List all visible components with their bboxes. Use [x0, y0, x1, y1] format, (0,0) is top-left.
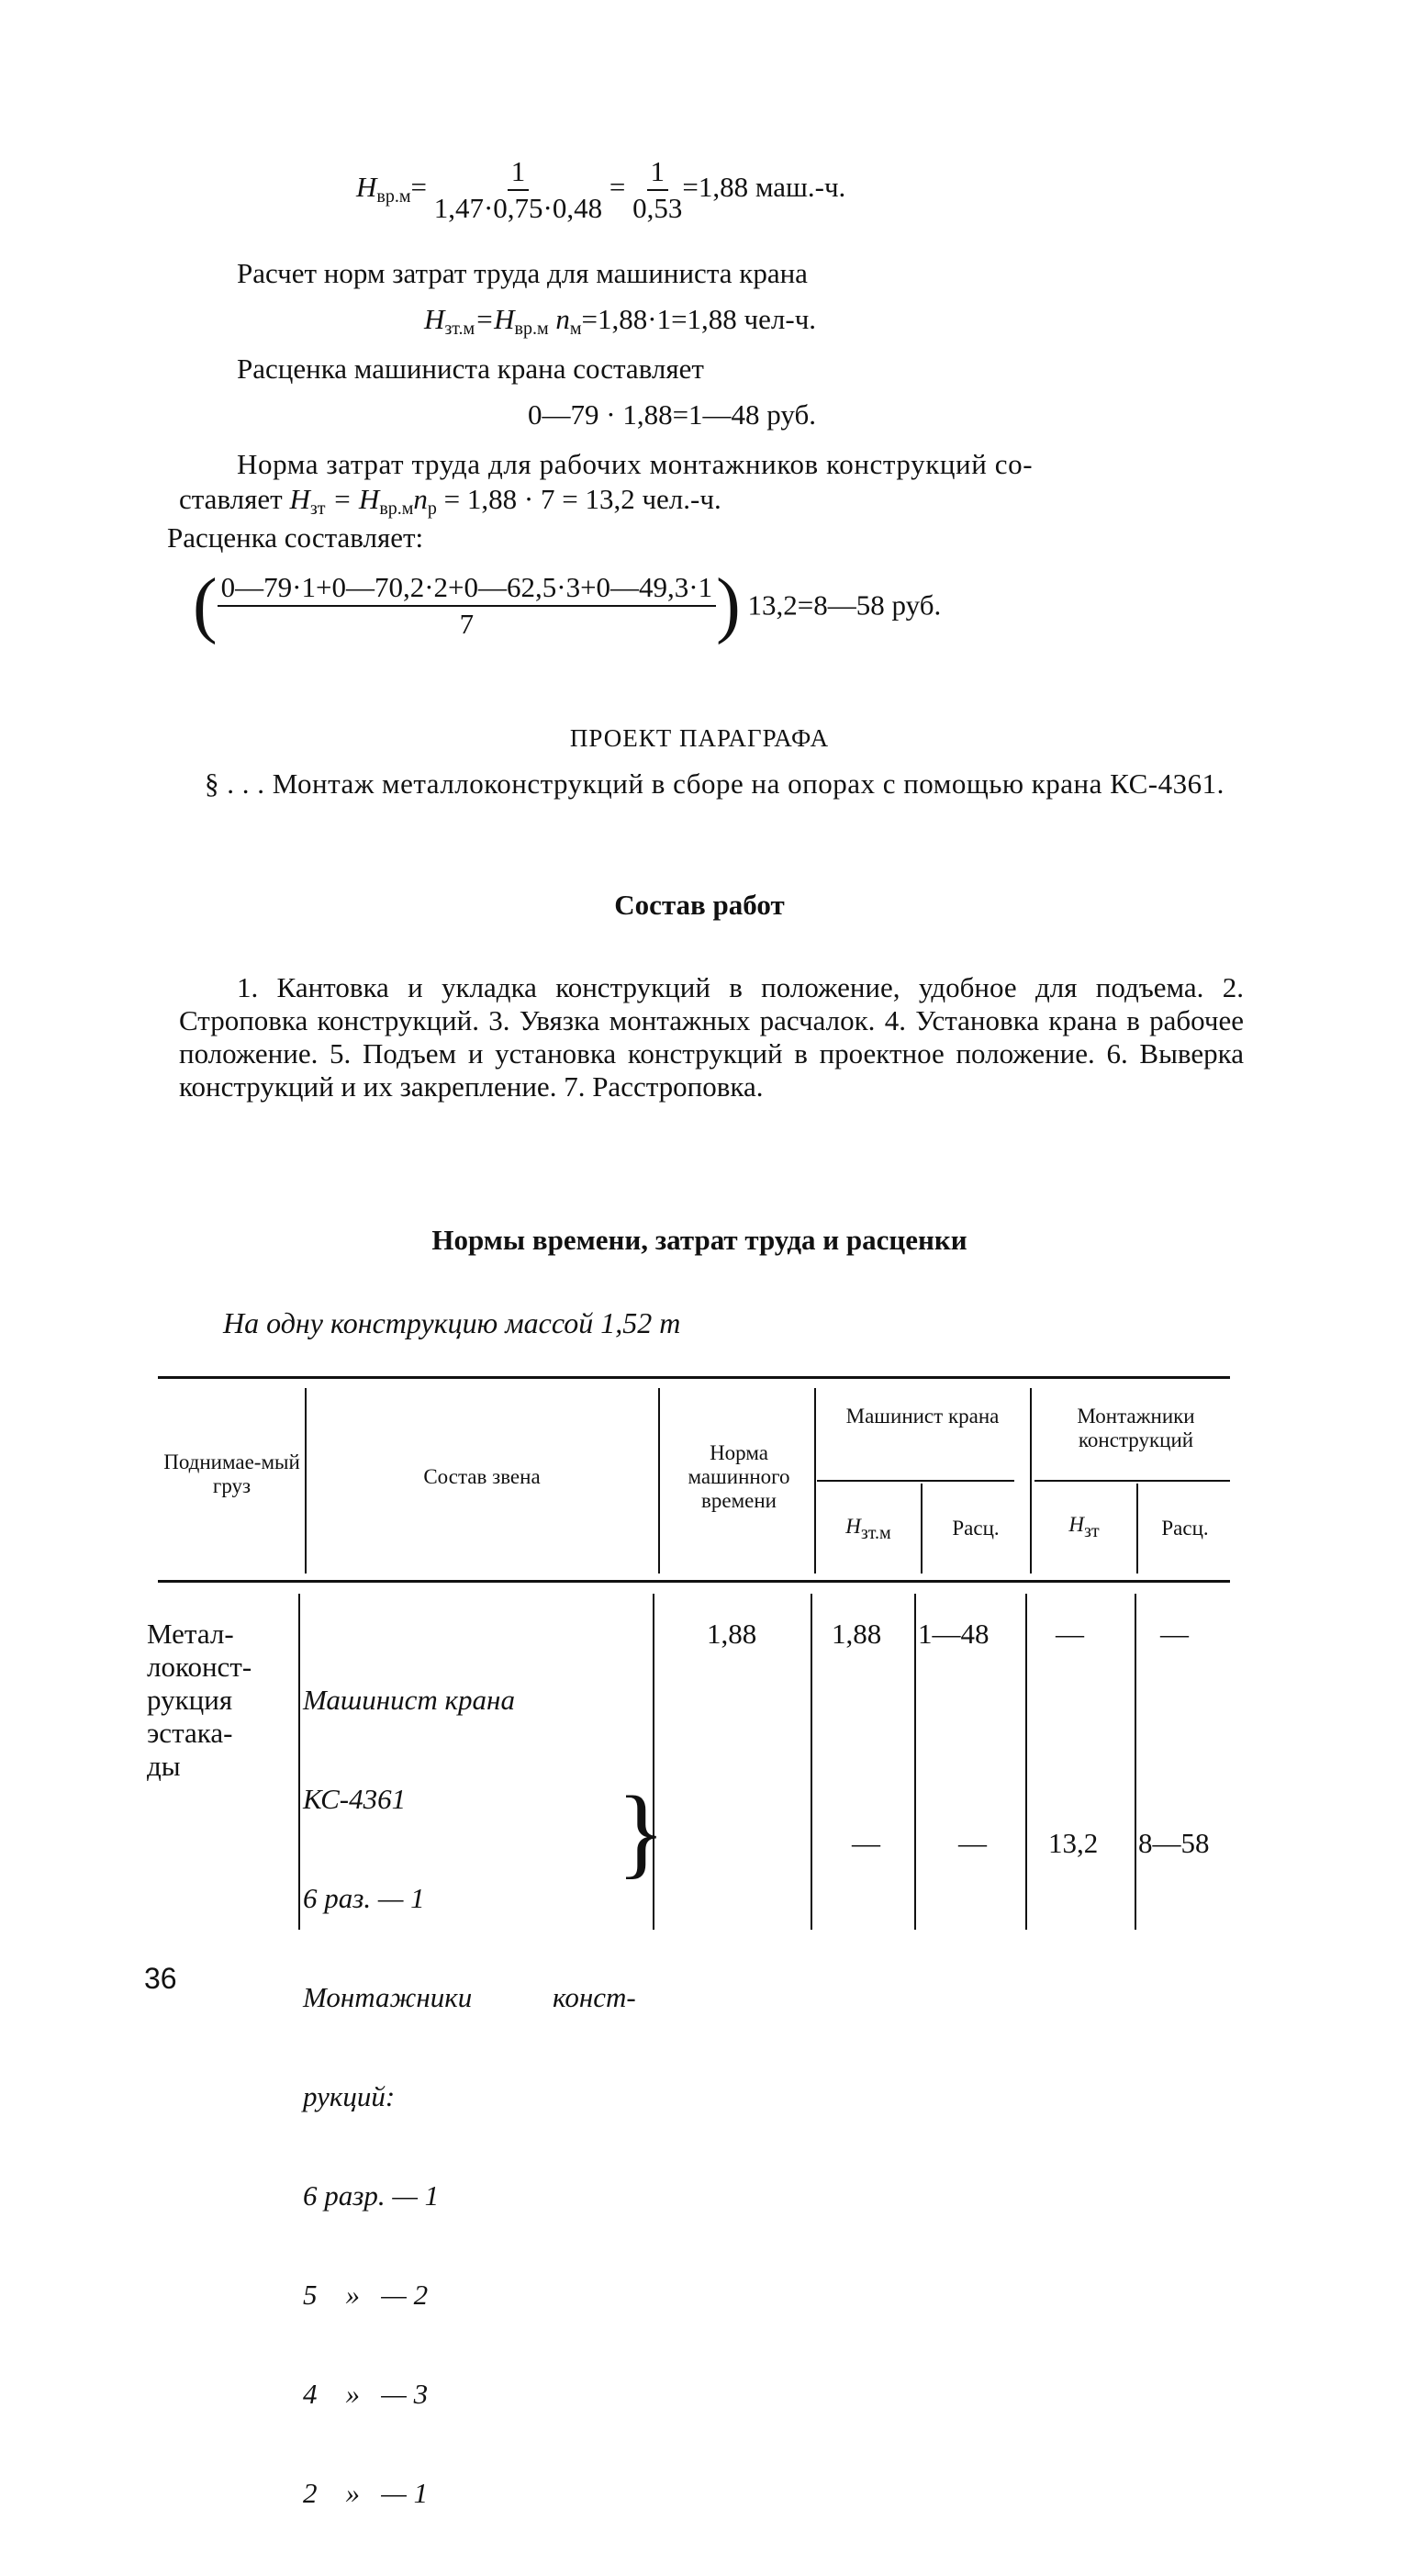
- denominator: 0,53: [632, 192, 683, 224]
- section-heading: ПРОЕКТ ПАРАГРАФА: [569, 724, 830, 752]
- cell-crew: [303, 1618, 636, 2576]
- cell-line: эстака-: [147, 1717, 233, 1749]
- formula-eq: =: [609, 171, 626, 204]
- denominator: 7: [459, 607, 475, 640]
- text-line: Расценка составляет:: [167, 521, 424, 554]
- cell-line: КС-4361: [303, 1783, 407, 1815]
- column-divider: [298, 1594, 300, 1930]
- column-divider: [814, 1388, 816, 1574]
- numerator: 1: [508, 154, 530, 191]
- header-load: Поднимае-мый груз: [163, 1450, 300, 1497]
- brace-icon: }: [617, 1775, 665, 1887]
- header-installers-h: [1033, 1513, 1135, 1541]
- numerator: 0—79·1+0—70,2·2+0—62,5·3+0—49,3·1: [218, 570, 717, 607]
- header-machine-time: Норма машинного времени: [688, 1441, 790, 1512]
- table-top-rule: [158, 1376, 1230, 1379]
- formula-result: =1,88·1=1,88 чел-ч.: [581, 303, 817, 335]
- text-line: Расценка машиниста крана составляет: [237, 353, 704, 385]
- subscript: зт: [1083, 1521, 1100, 1541]
- cell-installers-h: 13,2: [1048, 1827, 1099, 1859]
- formula-symbol: n: [548, 303, 570, 335]
- cell-machinist-h: —: [852, 1827, 880, 1859]
- fraction: [218, 570, 717, 642]
- cell-line: рукция: [147, 1684, 233, 1716]
- formula-subscript: р: [427, 498, 437, 519]
- formula-labor-workers: [179, 483, 721, 519]
- subheader-rule: [817, 1480, 1014, 1482]
- cell-line: ды: [147, 1750, 181, 1782]
- formula-subscript: м: [569, 319, 582, 339]
- work-description: 1. Кантовка и укладка конструкций в положение, удобное для подъема. 2. Строповка конструкций. 3. Увязка монтажных расчалок. 4. Установка крана в рабочее положение. 5. Подъем и установка конструкций в проектное положение. 6. Выверка конструкций и их закрепление. 7. Расстроповка.: [179, 971, 1244, 1103]
- formula-symbol: = H: [325, 483, 380, 515]
- symbol: H: [845, 1515, 861, 1538]
- cell-line: Метал-: [147, 1618, 234, 1650]
- symbol: H: [1068, 1513, 1084, 1536]
- text-fragment: ставляет: [179, 483, 290, 515]
- cell-installers-rate: 8—58: [1138, 1827, 1210, 1859]
- table-header-rule: [158, 1580, 1230, 1583]
- formula-symbol: n: [413, 483, 428, 515]
- norms-heading: Нормы времени, затрат труда и расценки: [431, 1224, 967, 1256]
- formula-subscript: зт.м: [444, 319, 475, 339]
- cell-line: 6 разр. — 1: [303, 2179, 440, 2212]
- column-divider: [1030, 1388, 1032, 1574]
- formula-symbol: H: [289, 483, 310, 515]
- header-crew: Состав звена: [423, 1465, 541, 1488]
- column-divider: [811, 1594, 812, 1930]
- cell-line: Машинист крана: [303, 1684, 515, 1716]
- paren-right: ): [716, 565, 741, 645]
- page-number: 36: [144, 1962, 177, 1995]
- cell-machinist-rate: —: [958, 1827, 987, 1859]
- formula-result: =1,88 маш.-ч.: [682, 171, 846, 204]
- formula-subscript: вр.м: [379, 498, 414, 519]
- formula-subscript: зт: [309, 498, 326, 519]
- formula-labor-machinist: [424, 303, 817, 339]
- paren-left: (: [193, 565, 218, 645]
- cell-line: 5 » — 2: [303, 2279, 429, 2311]
- text-line: Расчет норм затрат труда для машиниста крана: [237, 257, 808, 289]
- work-heading: Состав работ: [614, 889, 785, 921]
- cell-load: [147, 1618, 252, 1783]
- cell-line: локонст-: [147, 1651, 252, 1683]
- column-divider: [1135, 1594, 1136, 1930]
- cell-line: Монтажники конст-: [303, 1981, 636, 2013]
- cell-line: 6 раз. — 1: [303, 1882, 425, 1914]
- formula-rate-workers: [193, 564, 941, 647]
- formula-result: 13,2=8—58 руб.: [747, 588, 942, 622]
- column-divider: [914, 1594, 916, 1930]
- header-machinist-rate: Расц.: [952, 1517, 1000, 1540]
- text-line: Норма затрат труда для рабочих монтажников конструкций со-: [237, 448, 1034, 480]
- formula-eq: =: [410, 171, 427, 204]
- header-installers: Монтажники конструкций: [1077, 1405, 1195, 1451]
- header-machinist: Машинист крана: [845, 1405, 1000, 1428]
- cell-machinist-h: 1,88: [832, 1618, 882, 1650]
- column-divider: [1025, 1594, 1027, 1930]
- formula-rate-machinist: 0—79 · 1,88=1—48 руб.: [528, 398, 817, 431]
- cell-line: 2 » — 1: [303, 2477, 429, 2509]
- formula-subscript: вр.м: [514, 319, 549, 339]
- numerator: 1: [647, 154, 669, 191]
- cell-installers-h: —: [1056, 1618, 1084, 1650]
- formula-subscript: вр.м: [376, 186, 411, 207]
- header-installers-rate: Расц.: [1161, 1517, 1209, 1540]
- fraction: [434, 154, 602, 226]
- subscript: зт.м: [860, 1523, 891, 1543]
- cell-machinist-rate: 1—48: [918, 1618, 990, 1650]
- cell-line: 4 » — 3: [303, 2378, 429, 2410]
- formula-symbol: H: [424, 303, 445, 335]
- column-divider: [921, 1484, 923, 1574]
- norms-subtitle: На одну конструкцию массой 1,52 т: [223, 1306, 681, 1339]
- formula-symbol: H: [356, 171, 377, 204]
- formula-symbol: =H: [475, 303, 515, 335]
- cell-installers-rate: —: [1160, 1618, 1189, 1650]
- header-machinist-h: [817, 1515, 920, 1543]
- column-divider: [658, 1388, 660, 1574]
- cell-machine-time: 1,88: [707, 1618, 757, 1650]
- cell-line: рукций:: [303, 2080, 396, 2112]
- formula-machine-time: [356, 154, 845, 226]
- subheader-rule: [1034, 1480, 1230, 1482]
- fraction: [632, 154, 682, 226]
- formula-result: = 1,88 · 7 = 13,2 чел.-ч.: [436, 483, 721, 515]
- paragraph-title: § . . . Монтаж металлоконструкций в сборе на опорах с помощью крана КС-4361.: [205, 767, 1224, 800]
- column-divider: [1136, 1484, 1138, 1574]
- denominator: 1,47·0,75·0,48: [433, 192, 603, 224]
- column-divider: [305, 1388, 307, 1574]
